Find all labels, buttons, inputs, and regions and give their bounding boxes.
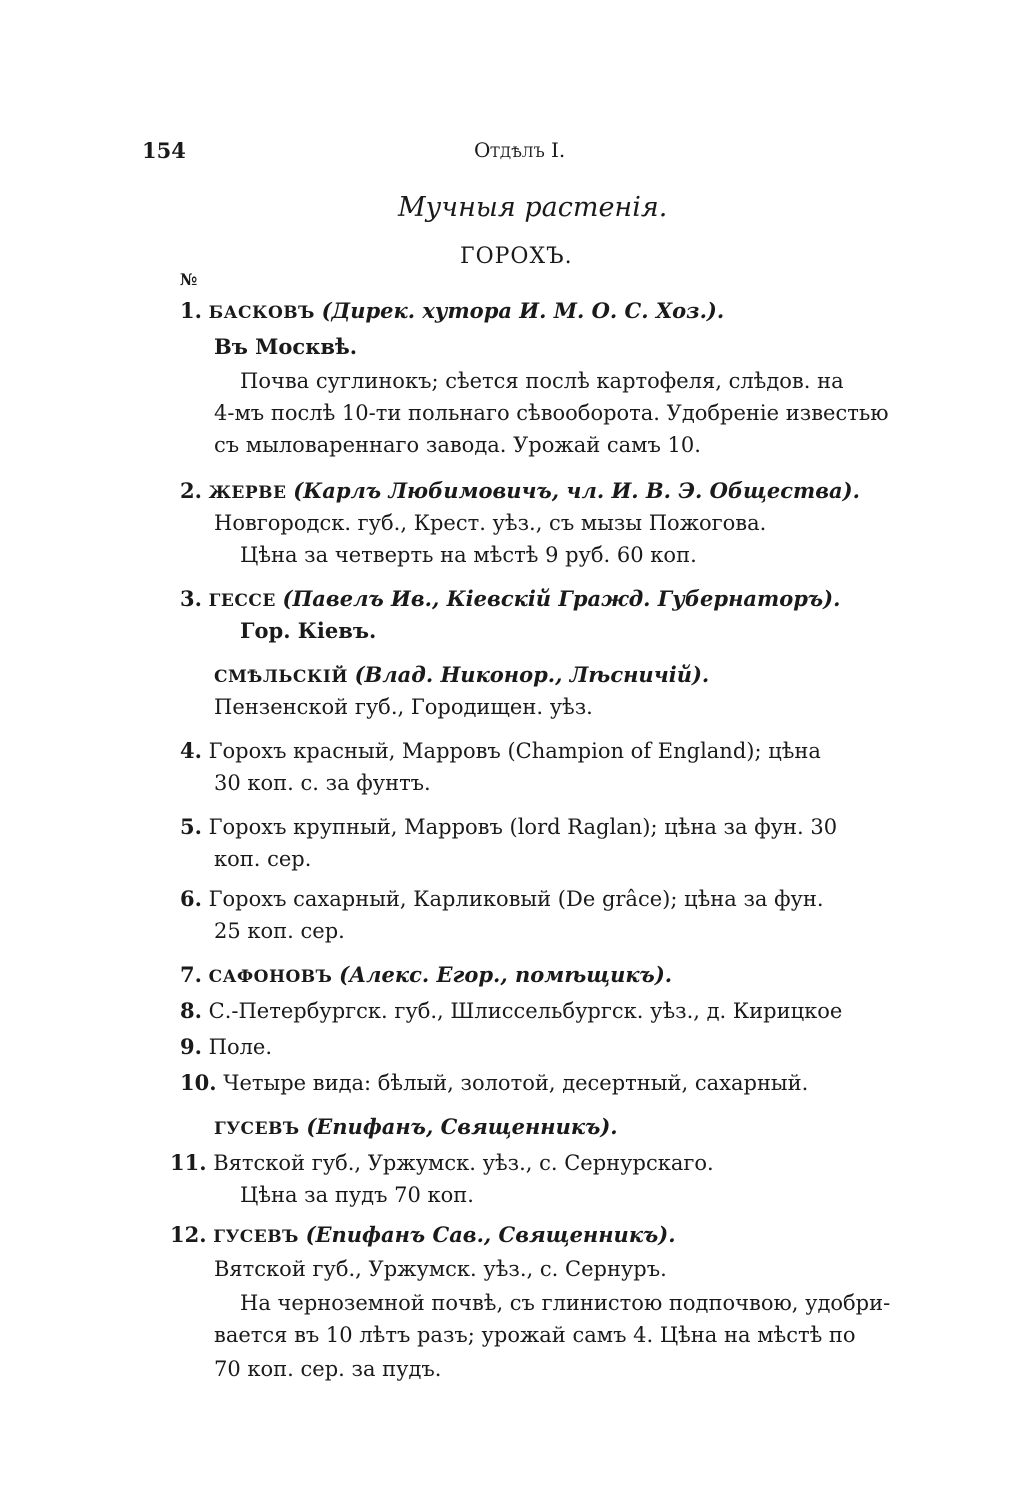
entry-surname: ГУСЕВЪ: [213, 1227, 299, 1247]
entry-title: (Дирек. хутора И. М. О. С. Хоз.).: [321, 298, 725, 323]
entry-title: (Алекс. Егор., помѣщикъ).: [339, 962, 673, 987]
entry-surname: БАСКОВЪ: [208, 303, 315, 323]
entry-1-line: съ мыловареннаго завода. Урожай самъ 10.: [214, 433, 701, 457]
entry-title: (Влад. Никонор., Лѣсничій).: [354, 662, 710, 687]
entry-line: Горохъ сахарный, Карликовый (De grâce); цѣна за фун.: [208, 887, 824, 911]
entry-number: 6.: [180, 886, 202, 911]
entry-gusev-heading: [214, 1114, 618, 1142]
entry-6-heading: [180, 886, 824, 912]
entry-number: 12.: [170, 1222, 207, 1247]
section-title: Мучныя растенія.: [398, 192, 668, 223]
entry-line: Четыре вида: бѣлый, золотой, десертный, сахарный.: [223, 1071, 809, 1095]
entry-1-line: 4-мъ послѣ 10-ти польнаго сѣвооборота. Удобреніе известью: [214, 401, 889, 425]
entry-surname: СМѢЛЬСКІЙ: [214, 667, 348, 687]
running-title: Отдѣлъ I.: [474, 138, 566, 162]
entry-11: [170, 1150, 714, 1176]
entry-line: С.-Петербургск. губ., Шлиссельбургск. уѣз., д. Кирицкое: [208, 999, 843, 1023]
entry-number: 5.: [180, 814, 202, 839]
entry-9: [180, 1034, 272, 1060]
entry-number: 11.: [170, 1150, 207, 1175]
entry-1-line: Въ Москвѣ.: [214, 334, 358, 359]
entry-number: 4.: [180, 738, 202, 763]
entry-line: Горохъ крупный, Марровъ (lord Raglan); цѣна за фун. 30: [208, 815, 838, 839]
entry-number: 1.: [180, 298, 202, 323]
entry-4-line: 30 коп. с. за фунтъ.: [214, 771, 431, 795]
number-sign: №: [180, 270, 198, 289]
entry-1-line: Почва суглинокъ; сѣется послѣ картофеля, слѣдов. на: [240, 369, 844, 393]
entry-surname: ГУСЕВЪ: [214, 1119, 300, 1139]
entry-3-line: Гор. Кіевъ.: [240, 618, 377, 643]
entry-smelsky-line: Пензенской губ., Городищен. уѣз.: [214, 695, 593, 719]
entry-surname: САФОНОВЪ: [208, 967, 333, 987]
entry-surname: ГЕССЕ: [208, 591, 276, 611]
entry-number: 9.: [180, 1034, 202, 1059]
entry-number: 3.: [180, 586, 202, 611]
entry-smelsky-heading: [214, 662, 709, 690]
entry-2-heading: [180, 478, 860, 506]
entry-number: 2.: [180, 478, 202, 503]
entry-5-heading: [180, 814, 837, 840]
subsection-title: ГОРОХЪ.: [460, 244, 573, 269]
entry-4-heading: [180, 738, 821, 764]
entry-number: 8.: [180, 998, 202, 1023]
entry-3-heading: [180, 586, 840, 614]
entry-6-line: 25 коп. сер.: [214, 919, 345, 943]
entry-12-line: На черноземной почвѣ, съ глинистою подпочвою, удобри-: [240, 1291, 891, 1315]
entry-2-line: Новгородск. губ., Крест. уѣз., съ мызы Пожогова.: [214, 511, 767, 535]
entry-1-heading: [180, 298, 724, 326]
entry-title: (Павелъ Ив., Кіевскій Гражд. Губернаторъ).: [282, 586, 841, 611]
entry-8: [180, 998, 842, 1024]
page-number: 154: [142, 138, 186, 163]
entry-12-line: 70 коп. сер. за пудъ.: [214, 1357, 442, 1381]
entry-title: (Карлъ Любимовичъ, чл. И. В. Э. Общества).: [293, 478, 860, 503]
entry-line: Поле.: [208, 1035, 273, 1059]
entry-title: (Епифанъ, Священникъ).: [306, 1114, 618, 1139]
entry-5-line: коп. сер.: [214, 847, 312, 871]
entry-number: 10.: [180, 1070, 217, 1095]
entry-line: Вятской губ., Уржумск. уѣз., с. Сернурскаго.: [213, 1151, 714, 1175]
entry-12-line: Вятской губ., Уржумск. уѣз., с. Сернуръ.: [214, 1257, 667, 1281]
entry-12-heading: [170, 1222, 676, 1250]
entry-11-line: Цѣна за пудъ 70 коп.: [240, 1183, 474, 1207]
entry-12-line: вается въ 10 лѣтъ разъ; урожай самъ 4. Цѣна на мѣстѣ по: [214, 1323, 856, 1347]
entry-7-heading: [180, 962, 672, 990]
entry-10: [180, 1070, 808, 1096]
entry-number: 7.: [180, 962, 202, 987]
entry-2-line: Цѣна за четверть на мѣстѣ 9 руб. 60 коп.: [240, 543, 697, 567]
entry-line: Горохъ красный, Марровъ (Champion of England); цѣна: [208, 739, 821, 763]
entry-title: (Епифанъ Сав., Священникъ).: [305, 1222, 676, 1247]
entry-surname: ЖЕРВЕ: [208, 483, 287, 503]
